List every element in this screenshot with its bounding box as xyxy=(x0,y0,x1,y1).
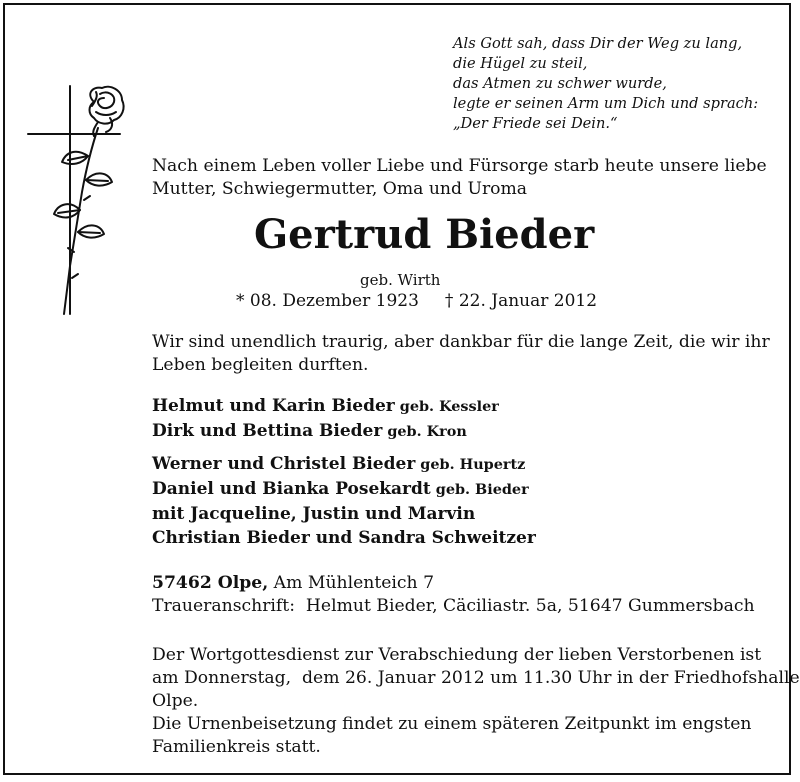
family-member-name: Werner und Christel Bieder xyxy=(152,454,416,474)
rose-leaf xyxy=(78,232,100,233)
family-member xyxy=(152,394,499,419)
poem-line: „Der Friede sei Dein.“ xyxy=(453,115,618,132)
birth-date: * 08. Dezember 1923 xyxy=(236,291,419,311)
address-street: Am Mühlenteich 7 xyxy=(268,573,435,593)
rose-icon xyxy=(90,87,124,136)
family-member-maiden: geb. Hupertz xyxy=(415,456,526,473)
family-member xyxy=(152,502,536,526)
intro-line: Nach einem Leben voller Liebe und Fürsorge starb heute unsere liebe xyxy=(152,156,767,176)
mourning-address: Traueranschrift: Helmut Bieder, Cäciliastr. 5a, 51647 Gummersbach xyxy=(152,596,755,616)
service-info xyxy=(152,644,800,759)
family-member-name: Christian Bieder und Sandra Schweitzer xyxy=(152,528,536,548)
service-line: Der Wortgottesdienst zur Verabschiedung der lieben Verstorbenen ist xyxy=(152,645,762,665)
family-member-name: Daniel und Bianka Posekardt xyxy=(152,479,431,499)
service-line: Familienkreis statt. xyxy=(152,737,321,757)
life-dates xyxy=(236,290,597,312)
service-line: am Donnerstag, dem 26. Januar 2012 um 11.30 Uhr in der Friedhofshalle xyxy=(152,668,800,688)
death-date: † 22. Januar 2012 xyxy=(444,291,598,311)
family-member-name: mit Jacqueline, Justin und Marvin xyxy=(152,504,476,524)
poem-line: Als Gott sah, dass Dir der Weg zu lang, xyxy=(453,35,743,52)
service-line: Die Urnenbeisetzung findet zu einem späteren Zeitpunkt im engsten xyxy=(152,714,752,734)
poem xyxy=(453,34,783,134)
family-member xyxy=(152,477,536,502)
family-member-name: Dirk und Bettina Bieder xyxy=(152,421,383,441)
rose-leaf xyxy=(86,180,108,181)
intro-line: Mutter, Schwiegermutter, Oma und Uroma xyxy=(152,179,528,199)
gratitude-text xyxy=(152,331,782,377)
family-member-maiden: geb. Bieder xyxy=(430,481,529,498)
family-member-maiden: geb. Kessler xyxy=(394,398,499,415)
family-member-maiden: geb. Kron xyxy=(382,423,467,440)
address-block xyxy=(152,572,755,618)
gratitude-line: Wir sind unendlich traurig, aber dankbar für die lange Zeit, die wir ihr xyxy=(152,332,770,352)
family-group-2 xyxy=(152,452,536,550)
poem-line: legte er seinen Arm um Dich und sprach: xyxy=(453,95,759,112)
service-line: Olpe. xyxy=(152,691,199,711)
family-group-1 xyxy=(152,394,499,444)
family-member xyxy=(152,419,499,444)
poem-line: die Hügel zu steil, xyxy=(453,55,588,72)
gratitude-line: Leben begleiten durften. xyxy=(152,355,369,375)
cross-rose-illustration xyxy=(26,82,136,318)
family-member-name: Helmut und Karin Bieder xyxy=(152,396,395,416)
poem-line: das Atmen zu schwer wurde, xyxy=(453,75,667,92)
family-member xyxy=(152,526,536,550)
rose-thorn xyxy=(84,196,90,200)
address-city: 57462 Olpe, xyxy=(152,573,269,593)
maiden-name: geb. Wirth xyxy=(360,271,441,289)
family-member xyxy=(152,452,536,477)
deceased-name: Gertrud Bieder xyxy=(254,211,595,258)
intro-text xyxy=(152,155,772,201)
rose-thorn xyxy=(72,274,78,278)
